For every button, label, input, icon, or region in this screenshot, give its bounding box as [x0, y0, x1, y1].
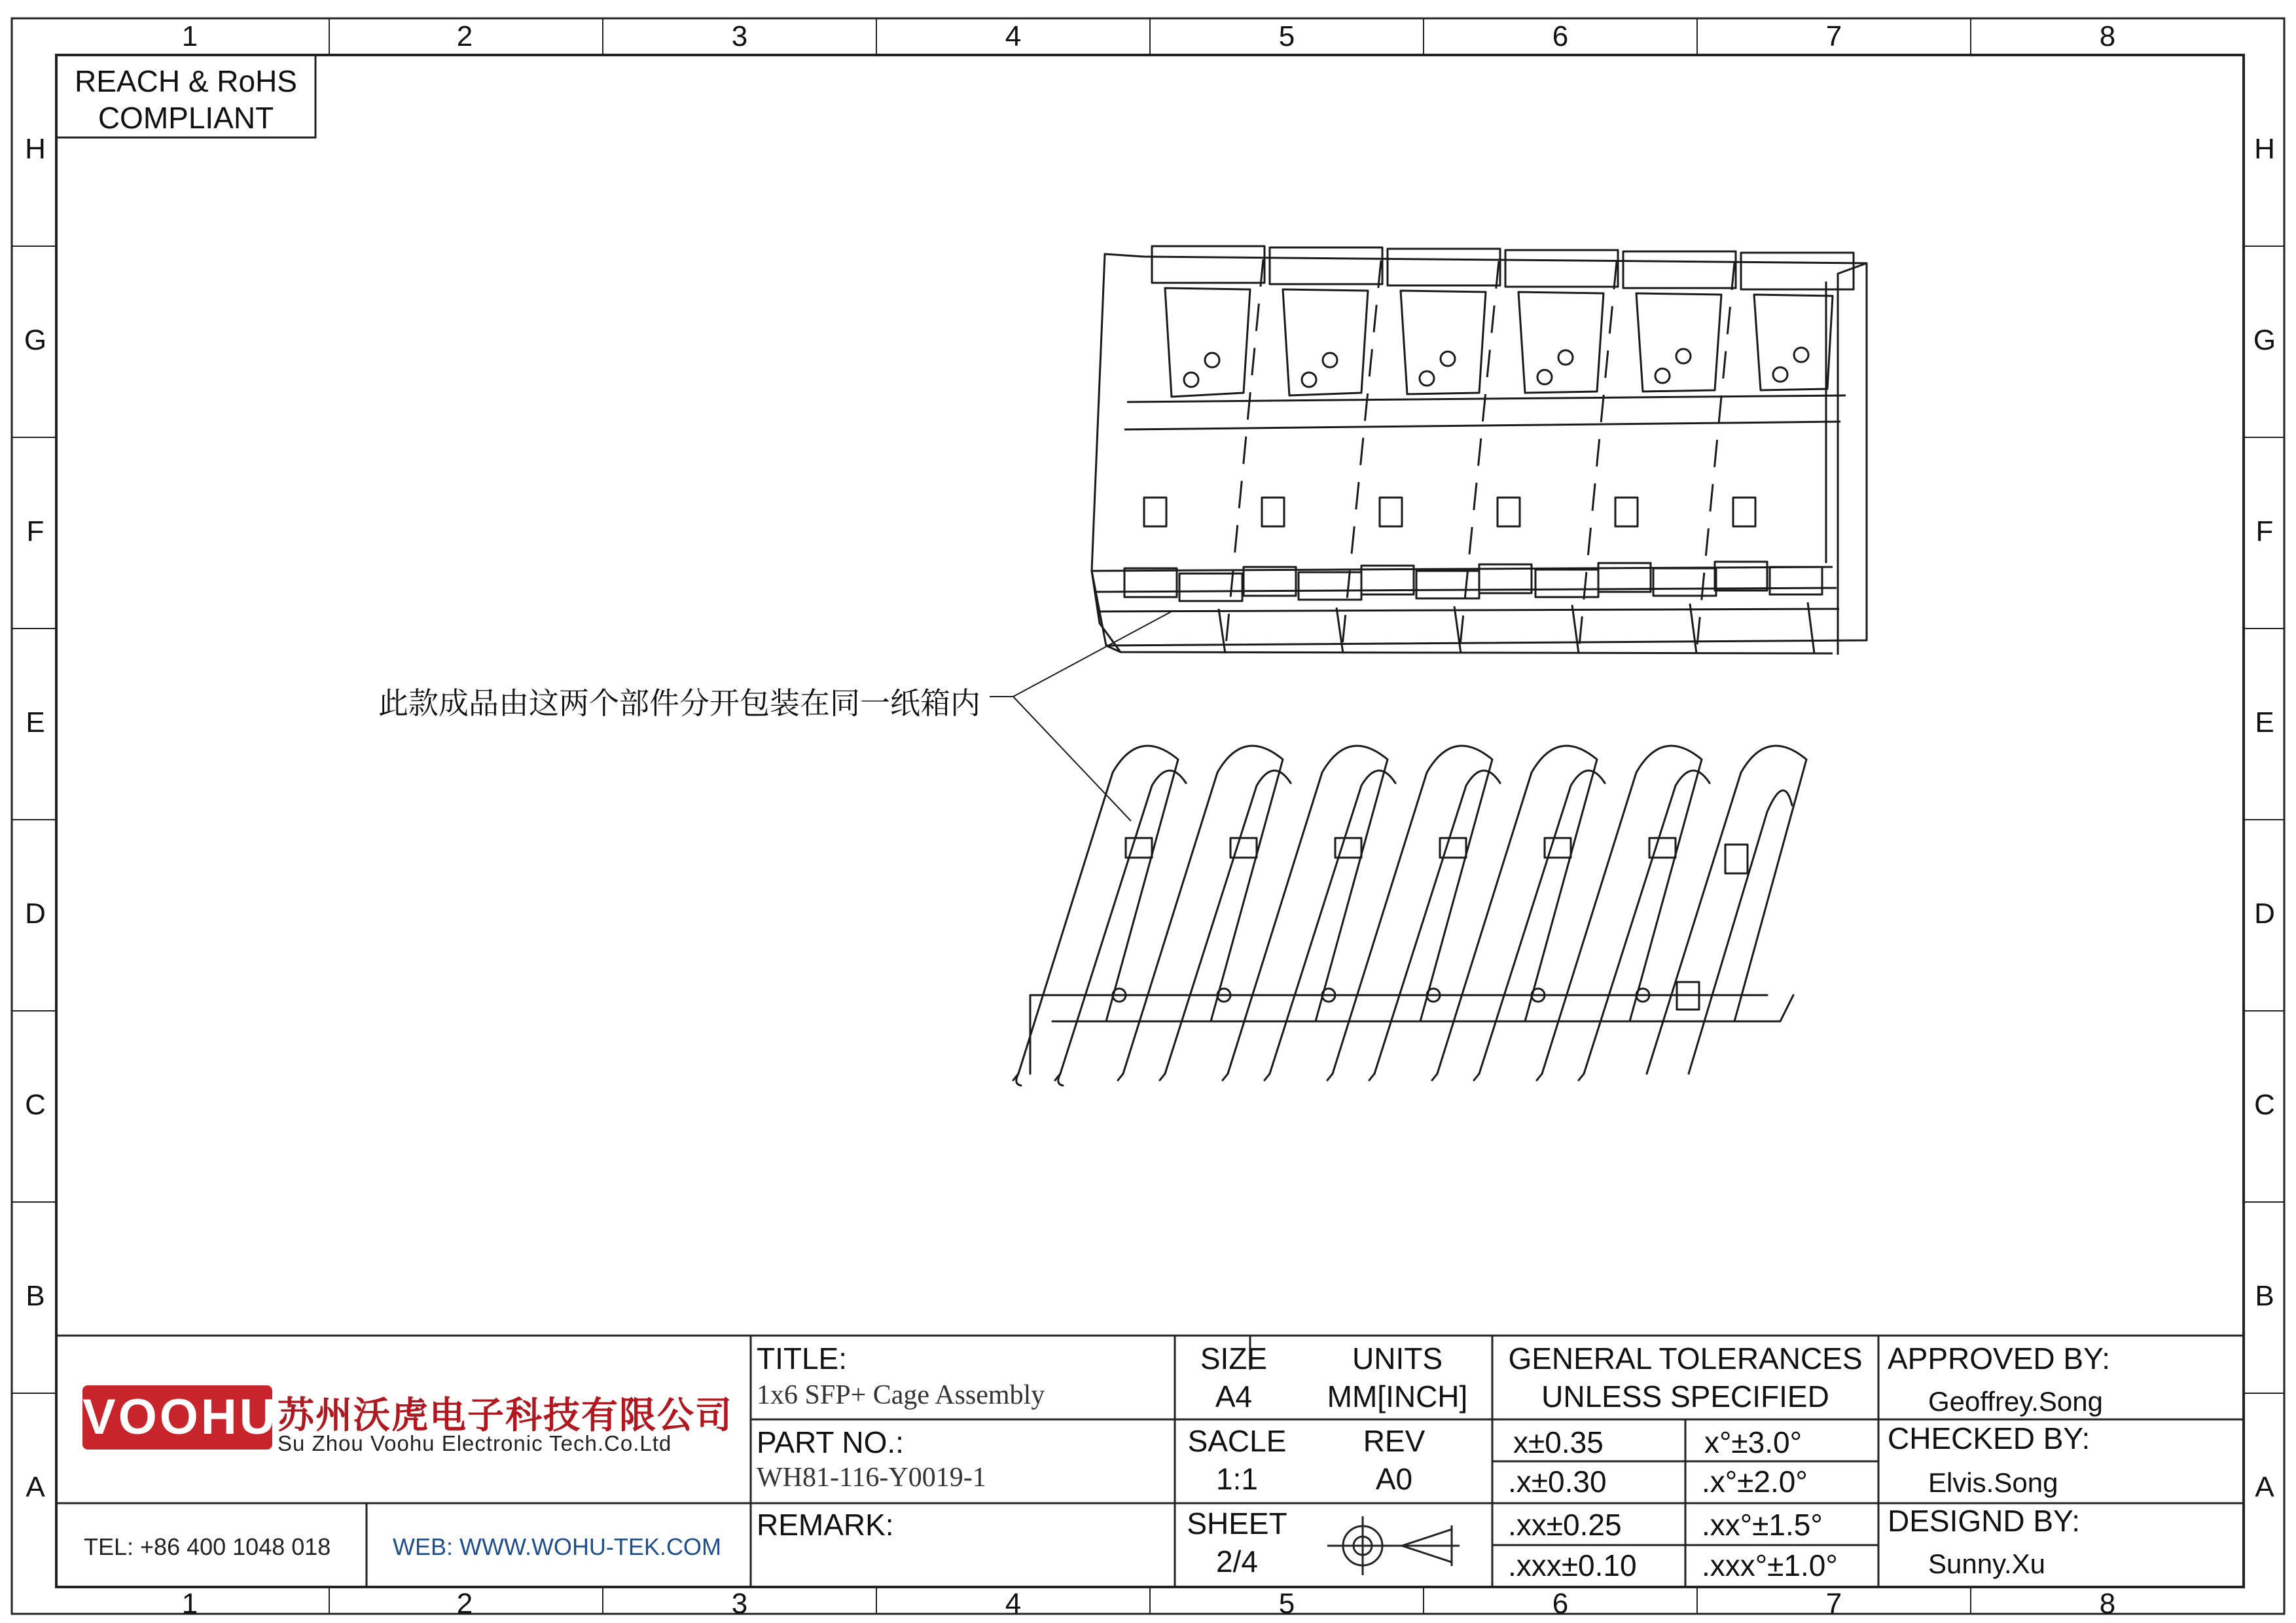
zone-col-4-bottom: 4: [1005, 1588, 1022, 1620]
company-web[interactable]: WEB: WWW.WOHU-TEK.COM: [393, 1533, 721, 1560]
units-value: MM[INCH]: [1327, 1379, 1468, 1413]
designed-label: DESIGND BY:: [1888, 1504, 2080, 1538]
zone-col-2-top: 2: [456, 20, 473, 52]
zone-col-5-top: 5: [1278, 20, 1295, 52]
zone-row-g-left: G: [24, 324, 47, 356]
packaging-note: 此款成品由这两个部件分开包装在同一纸箱内: [378, 685, 980, 721]
tolerance-angular-1: .x°±2.0°: [1702, 1465, 1808, 1499]
zone-col-8-bottom: 8: [2099, 1588, 2116, 1620]
zone-col-5-bottom: 5: [1278, 1588, 1295, 1620]
scale-label: SACLE: [1187, 1424, 1287, 1458]
zone-col-4-top: 4: [1005, 20, 1022, 52]
sheet-value: 2/4: [1216, 1544, 1258, 1578]
tolerances-title-1: GENERAL TOLERANCES: [1508, 1341, 1863, 1376]
checked-label: CHECKED BY:: [1888, 1421, 2090, 1455]
company-name-en: Su Zhou Voohu Electronic Tech.Co.Ltd: [278, 1431, 672, 1455]
zone-row-d-right: D: [2254, 898, 2275, 930]
tolerance-linear-2: .xx±0.25: [1508, 1508, 1622, 1542]
company-tel: TEL: +86 400 1048 018: [84, 1533, 331, 1560]
sheet-label: SHEET: [1187, 1506, 1287, 1541]
designed-by-value: Sunny.Xu: [1928, 1548, 2046, 1579]
scale-value: 1:1: [1216, 1462, 1258, 1496]
zone-col-6-bottom: 6: [1552, 1588, 1569, 1620]
zone-col-7-top: 7: [1825, 20, 1842, 52]
zone-row-a-right: A: [2255, 1471, 2274, 1503]
zone-col-2-bottom: 2: [456, 1588, 473, 1620]
title-label: TITLE:: [757, 1341, 848, 1376]
tolerance-angular-3: .xxx°±1.0°: [1702, 1548, 1838, 1582]
rev-value: A0: [1375, 1462, 1413, 1496]
zone-col-1-top: 1: [181, 20, 198, 52]
zone-row-e-left: E: [26, 706, 45, 739]
size-value: A4: [1215, 1379, 1253, 1413]
zone-col-3-top: 3: [731, 20, 748, 52]
units-label: UNITS: [1352, 1341, 1443, 1376]
zone-col-1-bottom: 1: [181, 1588, 198, 1620]
tolerance-linear-0: x±0.35: [1513, 1425, 1604, 1459]
rev-label: REV: [1363, 1424, 1426, 1458]
pipe-7: [1647, 746, 1806, 1074]
zone-row-h-right: H: [2254, 133, 2275, 165]
leader-lines: [990, 611, 1172, 821]
zone-col-3-bottom: 3: [731, 1588, 748, 1620]
approved-by-value: Geoffrey.Song: [1928, 1386, 2103, 1417]
size-label: SIZE: [1200, 1341, 1268, 1376]
zone-row-g-right: G: [2253, 324, 2276, 356]
zone-row-b-left: B: [26, 1280, 45, 1312]
zone-row-a-left: A: [26, 1471, 45, 1503]
checked-by-value: Elvis.Song: [1928, 1467, 2058, 1498]
light-pipe-drawing: [1013, 746, 1806, 1085]
title-value: 1x6 SFP+ Cage Assembly: [757, 1380, 1045, 1410]
zone-row-c-left: C: [25, 1089, 46, 1121]
approved-label: APPROVED BY:: [1888, 1341, 2111, 1376]
part-no-value: WH81-116-Y0019-1: [757, 1463, 986, 1493]
tolerances-title-2: UNLESS SPECIFIED: [1541, 1379, 1829, 1413]
compliance-line-1: REACH & RoHS: [75, 64, 297, 98]
zone-row-b-right: B: [2255, 1280, 2274, 1312]
company-name-cn: 苏州沃虎电子科技有限公司: [278, 1395, 733, 1437]
voohu-logo: VOOHU: [82, 1385, 272, 1450]
zone-col-6-top: 6: [1552, 20, 1569, 52]
zone-col-7-bottom: 7: [1825, 1588, 1842, 1620]
tolerance-angular-0: x°±3.0°: [1704, 1425, 1802, 1459]
compliance-line-2: COMPLIANT: [98, 101, 274, 135]
tolerance-linear-1: .x±0.30: [1508, 1465, 1607, 1499]
zone-row-c-right: C: [2254, 1089, 2275, 1121]
zone-row-f-left: F: [26, 515, 45, 547]
cage-drawing: [1092, 246, 1867, 655]
zone-row-h-left: H: [25, 133, 46, 165]
pipe-1: [1016, 746, 1186, 1085]
zone-row-f-right: F: [2255, 515, 2274, 547]
remark-label: REMARK:: [757, 1508, 894, 1542]
zone-row-d-left: D: [25, 898, 46, 930]
tolerance-linear-3: .xxx±0.10: [1508, 1548, 1637, 1582]
tolerance-angular-2: .xx°±1.5°: [1702, 1508, 1823, 1542]
zone-row-e-right: E: [2255, 706, 2274, 739]
part-no-label: PART NO.:: [757, 1425, 904, 1459]
zone-col-8-top: 8: [2099, 20, 2116, 52]
